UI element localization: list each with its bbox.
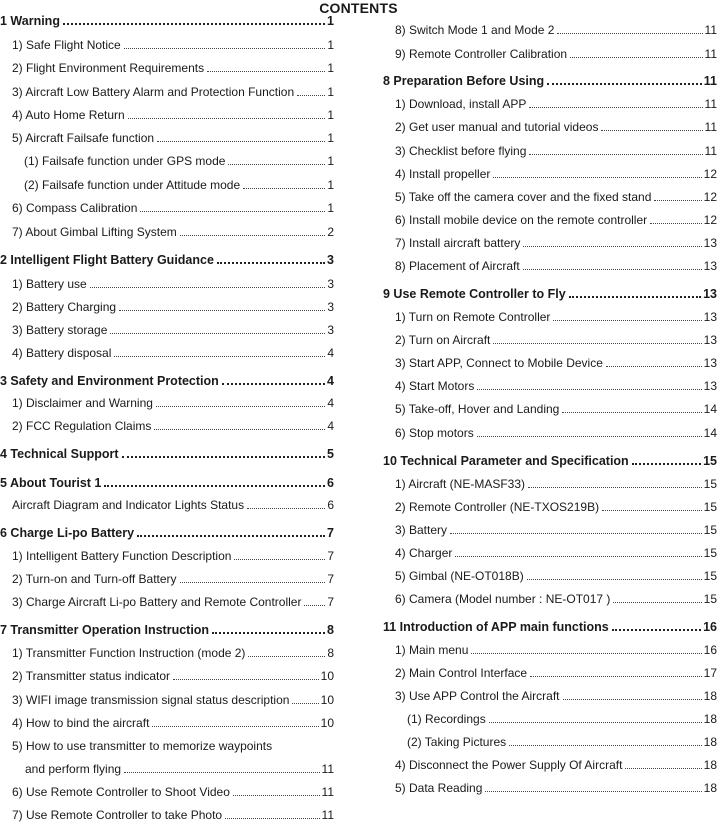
toc-entry-title: 2) Battery Charging bbox=[12, 300, 117, 314]
toc-entry-page: 4 bbox=[327, 374, 334, 388]
toc-entry-page: 7 bbox=[327, 595, 334, 609]
toc-entry-page: 18 bbox=[703, 712, 717, 726]
toc-entry-title: 2) Main Control Interface bbox=[395, 666, 528, 680]
toc-entry-title: 3) Use APP Control the Aircraft bbox=[395, 689, 560, 703]
dot-leader bbox=[304, 605, 325, 606]
toc-entry-page: 1 bbox=[327, 131, 334, 145]
toc-entry-title: 3 Safety and Environment Protection bbox=[0, 374, 219, 388]
toc-entry bbox=[0, 689, 334, 707]
toc-entry-title: 4) Disconnect the Power Supply Of Aircraft bbox=[395, 758, 623, 772]
dot-leader bbox=[248, 656, 325, 657]
toc-entry-title: 6) Stop motors bbox=[395, 426, 474, 440]
toc-entry-title: 9 Use Remote Controller to Fly bbox=[383, 287, 566, 301]
dot-leader bbox=[124, 48, 326, 49]
toc-entry-page: 11 bbox=[704, 97, 717, 111]
toc-entry-title: 4) Battery disposal bbox=[12, 346, 112, 360]
dot-leader bbox=[477, 436, 702, 437]
dot-leader bbox=[225, 818, 319, 819]
toc-entry-page: 6 bbox=[327, 498, 334, 512]
toc-entry-page: 7 bbox=[327, 572, 334, 586]
dot-leader bbox=[114, 356, 325, 357]
toc-entry-title: 3) Checklist before flying bbox=[395, 144, 527, 158]
toc-entry-page: 14 bbox=[703, 426, 717, 440]
toc-entry-page: 14 bbox=[703, 402, 717, 416]
dot-leader bbox=[63, 23, 325, 25]
dot-leader bbox=[292, 703, 318, 704]
toc-entry-page: 15 bbox=[703, 592, 717, 606]
toc-entry-title: 7) Install aircraft battery bbox=[395, 236, 521, 250]
toc-entry bbox=[383, 232, 717, 250]
toc-entry-title: 4) Charger bbox=[395, 546, 453, 560]
dot-leader bbox=[154, 429, 325, 430]
toc-entry-page: 11 bbox=[704, 47, 717, 61]
toc-entry-title: 5) Take off the camera cover and the fixed stand bbox=[395, 190, 652, 204]
toc-entry bbox=[383, 19, 717, 37]
toc-entry-page: 11 bbox=[704, 23, 717, 37]
dot-leader bbox=[128, 118, 326, 119]
toc-entry-title: 3) Charge Aircraft Li-po Battery and Remote Controller bbox=[12, 595, 302, 609]
toc-entry-title: 2) Turn-on and Turn-off Battery bbox=[12, 572, 177, 586]
toc-entry-page: 1 bbox=[327, 108, 334, 122]
dot-leader bbox=[493, 343, 701, 344]
toc-entry bbox=[0, 804, 334, 822]
toc-entry bbox=[383, 375, 717, 393]
toc-entry-title: 8 Preparation Before Using bbox=[383, 74, 545, 88]
toc-entry-page: 13 bbox=[703, 236, 717, 250]
toc-entry-title: 1 Warning bbox=[0, 14, 60, 28]
toc-entry-title: 1) Intelligent Battery Function Description bbox=[12, 549, 232, 563]
toc-entry-page: 8 bbox=[327, 646, 334, 660]
toc-entry-title: 7 Transmitter Operation Instruction bbox=[0, 623, 210, 637]
toc-entry-title: (2) Failsafe function under Attitude mode bbox=[24, 178, 241, 192]
dot-leader bbox=[562, 412, 701, 413]
dot-leader bbox=[471, 653, 701, 654]
toc-entry-page: 7 bbox=[327, 549, 334, 563]
dot-leader bbox=[180, 235, 326, 236]
dot-leader bbox=[156, 406, 325, 407]
toc-entry bbox=[0, 273, 334, 291]
dot-leader bbox=[173, 679, 319, 680]
toc-entry-page: 12 bbox=[703, 167, 717, 181]
toc-entry-title: 7) Use Remote Controller to take Photo bbox=[12, 808, 223, 822]
toc-entry bbox=[383, 754, 717, 772]
dot-leader bbox=[547, 83, 702, 85]
toc-entry-title: and perform flying bbox=[25, 762, 122, 776]
dot-leader bbox=[217, 262, 325, 264]
toc-entry-page: 15 bbox=[703, 569, 717, 583]
toc-entry-title: 1) Safe Flight Notice bbox=[12, 38, 121, 52]
toc-entry-title: 6) Compass Calibration bbox=[12, 201, 138, 215]
dot-leader bbox=[632, 463, 701, 465]
toc-entry bbox=[383, 329, 717, 347]
toc-entry-title: 1) Disclaimer and Warning bbox=[12, 396, 153, 410]
toc-entry bbox=[0, 57, 334, 75]
toc-entry-title: 3) Battery storage bbox=[12, 323, 108, 337]
toc-entry-page: 11 bbox=[703, 74, 717, 88]
toc-entry bbox=[0, 319, 334, 337]
toc-entry bbox=[0, 150, 334, 168]
toc-entry bbox=[0, 392, 334, 410]
dot-leader bbox=[157, 141, 325, 142]
toc-entry-page: 10 bbox=[320, 669, 334, 683]
toc-entry-page: 2 bbox=[327, 225, 334, 239]
toc-entry-page: 1 bbox=[327, 38, 334, 52]
toc-entry-page: 18 bbox=[703, 689, 717, 703]
toc-entry-title: 4) How to bind the aircraft bbox=[12, 716, 150, 730]
toc-entry-page: 16 bbox=[703, 620, 717, 634]
toc-entry bbox=[383, 209, 717, 227]
dot-leader bbox=[625, 768, 701, 769]
toc-entry-page: 13 bbox=[703, 333, 717, 347]
toc-entry-page: 1 bbox=[327, 154, 334, 168]
toc-entry bbox=[0, 591, 334, 609]
dot-leader bbox=[606, 366, 702, 367]
toc-entry bbox=[383, 422, 717, 440]
toc-entry-page: 18 bbox=[703, 735, 717, 749]
toc-entry-page: 11 bbox=[704, 120, 717, 134]
dot-leader bbox=[152, 726, 318, 727]
toc-entry bbox=[383, 685, 717, 703]
toc-entry-title: 1) Transmitter Function Instruction (mode 2) bbox=[12, 646, 246, 660]
toc-heading bbox=[0, 10, 334, 28]
dot-leader bbox=[489, 722, 702, 723]
toc-entry bbox=[0, 642, 334, 660]
toc-entry-page: 15 bbox=[703, 523, 717, 537]
toc-entry-page: 15 bbox=[703, 454, 717, 468]
toc-entry-title: 5) Aircraft Failsafe function bbox=[12, 131, 155, 145]
toc-entry-title: 10 Technical Parameter and Specification bbox=[383, 454, 629, 468]
dot-leader bbox=[110, 333, 325, 334]
toc-entry-title: 3) Aircraft Low Battery Alarm and Protection Function bbox=[12, 85, 295, 99]
toc-entry bbox=[0, 415, 334, 433]
dot-leader bbox=[557, 33, 702, 34]
toc-entry-title: 3) Battery bbox=[395, 523, 448, 537]
toc-entry-title: 6 Charge Li-po Battery bbox=[0, 526, 135, 540]
dot-leader bbox=[137, 535, 325, 537]
toc-entry bbox=[383, 496, 717, 514]
dot-leader bbox=[104, 485, 325, 487]
toc-entry-title: 3) Start APP, Connect to Mobile Device bbox=[395, 356, 603, 370]
dot-leader bbox=[523, 269, 702, 270]
toc-entry-title: 8) Placement of Aircraft bbox=[395, 259, 520, 273]
toc-entry-title: 5) Data Reading bbox=[395, 781, 483, 795]
dot-leader bbox=[553, 320, 701, 321]
dot-leader bbox=[563, 699, 702, 700]
toc-entry-title: 1) Battery use bbox=[12, 277, 87, 291]
toc-entry-page: 13 bbox=[703, 356, 717, 370]
toc-entry bbox=[0, 34, 334, 52]
toc-entry bbox=[383, 255, 717, 273]
toc-heading bbox=[0, 472, 334, 490]
toc-heading bbox=[0, 249, 334, 267]
toc-entry-title: 6) Camera (Model number : NE-OT017 ) bbox=[395, 592, 611, 606]
toc-entry bbox=[0, 545, 334, 563]
toc-heading bbox=[0, 522, 334, 540]
toc-entry-title: 2) Turn on Aircraft bbox=[395, 333, 491, 347]
toc-entry bbox=[383, 163, 717, 181]
toc-entry-page: 11 bbox=[704, 144, 717, 158]
toc-entry-title: (2) Taking Pictures bbox=[407, 735, 507, 749]
toc-entry bbox=[0, 296, 334, 314]
toc-entry bbox=[0, 665, 334, 683]
toc-heading bbox=[0, 443, 334, 461]
dot-leader bbox=[234, 559, 325, 560]
toc-entry-title: 1) Download, install APP bbox=[395, 97, 527, 111]
toc-entry-page: 15 bbox=[703, 546, 717, 560]
dot-leader bbox=[523, 246, 701, 247]
toc-entry bbox=[0, 104, 334, 122]
toc-entry-page: 15 bbox=[703, 477, 717, 491]
toc-heading bbox=[383, 616, 717, 634]
toc-entry bbox=[383, 588, 717, 606]
toc-entry-page: 4 bbox=[327, 419, 334, 433]
toc-entry bbox=[0, 197, 334, 215]
dot-leader bbox=[569, 296, 701, 298]
dot-leader bbox=[529, 107, 702, 108]
toc-entry-page: 1 bbox=[327, 61, 334, 75]
toc-entry-page: 12 bbox=[703, 213, 717, 227]
toc-entry-page: 16 bbox=[703, 643, 717, 657]
toc-entry bbox=[383, 43, 717, 61]
toc-heading bbox=[0, 370, 334, 388]
toc-entry-page: 1 bbox=[327, 178, 334, 192]
toc-entry-page: 3 bbox=[327, 300, 334, 314]
toc-entry-title: 3) WIFI image transmission signal status description bbox=[12, 693, 290, 707]
toc-entry bbox=[383, 186, 717, 204]
dot-leader bbox=[90, 287, 326, 288]
toc-entry-title: 4) Install propeller bbox=[395, 167, 491, 181]
dot-leader bbox=[122, 456, 326, 458]
toc-entry-title: 1) Aircraft (NE-MASF33) bbox=[395, 477, 526, 491]
toc-entry bbox=[383, 519, 717, 537]
toc-entry-page: 1 bbox=[327, 85, 334, 99]
toc-entry bbox=[0, 494, 334, 512]
toc-entry-page: 17 bbox=[703, 666, 717, 680]
dot-leader bbox=[613, 602, 701, 603]
toc-entry-page: 13 bbox=[703, 259, 717, 273]
toc-entry bbox=[383, 731, 717, 749]
dot-leader bbox=[228, 164, 325, 165]
toc-entry-title: Aircraft Diagram and Indicator Lights Status bbox=[12, 498, 245, 512]
toc-entry-page: 18 bbox=[703, 758, 717, 772]
dot-leader bbox=[207, 71, 325, 72]
toc-entry bbox=[0, 735, 334, 753]
toc-entry bbox=[0, 342, 334, 360]
toc-entry-page: 11 bbox=[321, 808, 334, 822]
toc-entry-title: 4 Technical Support bbox=[0, 447, 119, 461]
toc-heading bbox=[383, 450, 717, 468]
toc-entry-title: 2) Flight Environment Requirements bbox=[12, 61, 205, 75]
toc-entry-title: 2) Transmitter status indicator bbox=[12, 669, 171, 683]
dot-leader bbox=[602, 510, 702, 511]
toc-entry-page: 4 bbox=[327, 346, 334, 360]
toc-entry-title: 8) Switch Mode 1 and Mode 2 bbox=[395, 23, 555, 37]
toc-entry-page: 7 bbox=[327, 526, 334, 540]
toc-entry-page: 15 bbox=[703, 500, 717, 514]
dot-leader bbox=[529, 154, 702, 155]
dot-leader bbox=[140, 211, 325, 212]
toc-entry-page: 5 bbox=[327, 447, 334, 461]
dot-leader bbox=[570, 57, 702, 58]
toc-entry-title: 1) Main menu bbox=[395, 643, 469, 657]
toc-entry bbox=[0, 568, 334, 586]
toc-entry-title: 2) FCC Regulation Claims bbox=[12, 419, 152, 433]
dot-leader bbox=[455, 556, 701, 557]
toc-entry bbox=[383, 565, 717, 583]
dot-leader bbox=[124, 772, 319, 773]
toc-entry-page: 6 bbox=[327, 476, 334, 490]
dot-leader bbox=[243, 188, 325, 189]
toc-entry-title: 2) Get user manual and tutorial videos bbox=[395, 120, 599, 134]
toc-entry-page: 12 bbox=[703, 190, 717, 204]
toc-entry bbox=[383, 777, 717, 795]
toc-entry bbox=[383, 352, 717, 370]
toc-entry-page: 1 bbox=[327, 14, 334, 28]
toc-entry bbox=[383, 140, 717, 158]
page-title: CONTENTS bbox=[319, 0, 398, 16]
toc-entry bbox=[383, 662, 717, 680]
dot-leader bbox=[493, 177, 701, 178]
toc-entry-page: 3 bbox=[327, 323, 334, 337]
toc-entry bbox=[383, 542, 717, 560]
toc-entry-title: 6) Use Remote Controller to Shoot Video bbox=[12, 785, 230, 799]
toc-entry-title: 11 Introduction of APP main functions bbox=[383, 620, 609, 634]
toc-entry-page: 3 bbox=[327, 277, 334, 291]
toc-entry-title: 2 Intelligent Flight Battery Guidance bbox=[0, 253, 214, 267]
toc-entry-title: 2) Remote Controller (NE-TXOS219B) bbox=[395, 500, 600, 514]
toc-entry bbox=[0, 81, 334, 99]
toc-entry-title: 5) How to use transmitter to memorize waypoints bbox=[12, 739, 273, 753]
dot-leader bbox=[180, 582, 326, 583]
dot-leader bbox=[654, 200, 701, 201]
toc-entry bbox=[383, 398, 717, 416]
toc-entry-title: 7) About Gimbal Lifting System bbox=[12, 225, 177, 239]
dot-leader bbox=[530, 676, 702, 677]
toc-entry-page: 11 bbox=[321, 785, 334, 799]
toc-entry-page: 10 bbox=[320, 693, 334, 707]
toc-entry-page: 13 bbox=[703, 310, 717, 324]
dot-leader bbox=[485, 791, 701, 792]
toc-entry-title: 4) Auto Home Return bbox=[12, 108, 125, 122]
toc-entry-title: 5 About Tourist 1 bbox=[0, 476, 102, 490]
toc-entry bbox=[0, 174, 334, 192]
dot-leader bbox=[612, 629, 701, 631]
toc-entry-title: 9) Remote Controller Calibration bbox=[395, 47, 568, 61]
dot-leader bbox=[477, 389, 701, 390]
dot-leader bbox=[247, 508, 325, 509]
toc-entry-title: 4) Start Motors bbox=[395, 379, 475, 393]
dot-leader bbox=[601, 130, 702, 131]
toc-entry bbox=[383, 93, 717, 111]
toc-entry bbox=[383, 116, 717, 134]
toc-entry-page: 1 bbox=[327, 201, 334, 215]
dot-leader bbox=[650, 223, 702, 224]
toc-entry-title: 6) Install mobile device on the remote controller bbox=[395, 213, 648, 227]
dot-leader bbox=[212, 632, 325, 634]
dot-leader bbox=[297, 95, 325, 96]
toc-entry bbox=[0, 712, 334, 730]
dot-leader bbox=[222, 383, 325, 385]
toc-entry-title: 1) Turn on Remote Controller bbox=[395, 310, 551, 324]
toc-heading bbox=[383, 283, 717, 301]
dot-leader bbox=[528, 487, 702, 488]
dot-leader bbox=[450, 533, 702, 534]
toc-entry bbox=[0, 221, 334, 239]
toc-entry-page: 10 bbox=[320, 716, 334, 730]
toc-heading bbox=[383, 70, 717, 88]
toc-entry-page: 11 bbox=[321, 762, 334, 776]
toc-entry bbox=[0, 781, 334, 799]
toc-entry-title: 5) Take-off, Hover and Landing bbox=[395, 402, 560, 416]
toc-entry-page: 8 bbox=[327, 623, 334, 637]
dot-leader bbox=[233, 795, 320, 796]
toc-entry-page: 18 bbox=[703, 781, 717, 795]
toc-entry-page: 4 bbox=[327, 396, 334, 410]
toc-entry-page: 13 bbox=[703, 379, 717, 393]
toc-entry-page: 13 bbox=[703, 287, 717, 301]
toc-entry-page: 3 bbox=[327, 253, 334, 267]
toc-entry bbox=[383, 306, 717, 324]
toc-heading bbox=[0, 619, 334, 637]
toc-entry-title: (1) Recordings bbox=[407, 712, 486, 726]
toc-entry-title: (1) Failsafe function under GPS mode bbox=[24, 154, 226, 168]
toc-entry bbox=[383, 639, 717, 657]
toc-entry-title: 5) Gimbal (NE-OT018B) bbox=[395, 569, 524, 583]
toc-entry bbox=[383, 708, 717, 726]
dot-leader bbox=[509, 745, 701, 746]
toc-entry bbox=[0, 758, 334, 776]
dot-leader bbox=[119, 310, 325, 311]
toc-entry bbox=[0, 127, 334, 145]
toc-entry bbox=[383, 473, 717, 491]
dot-leader bbox=[527, 579, 702, 580]
